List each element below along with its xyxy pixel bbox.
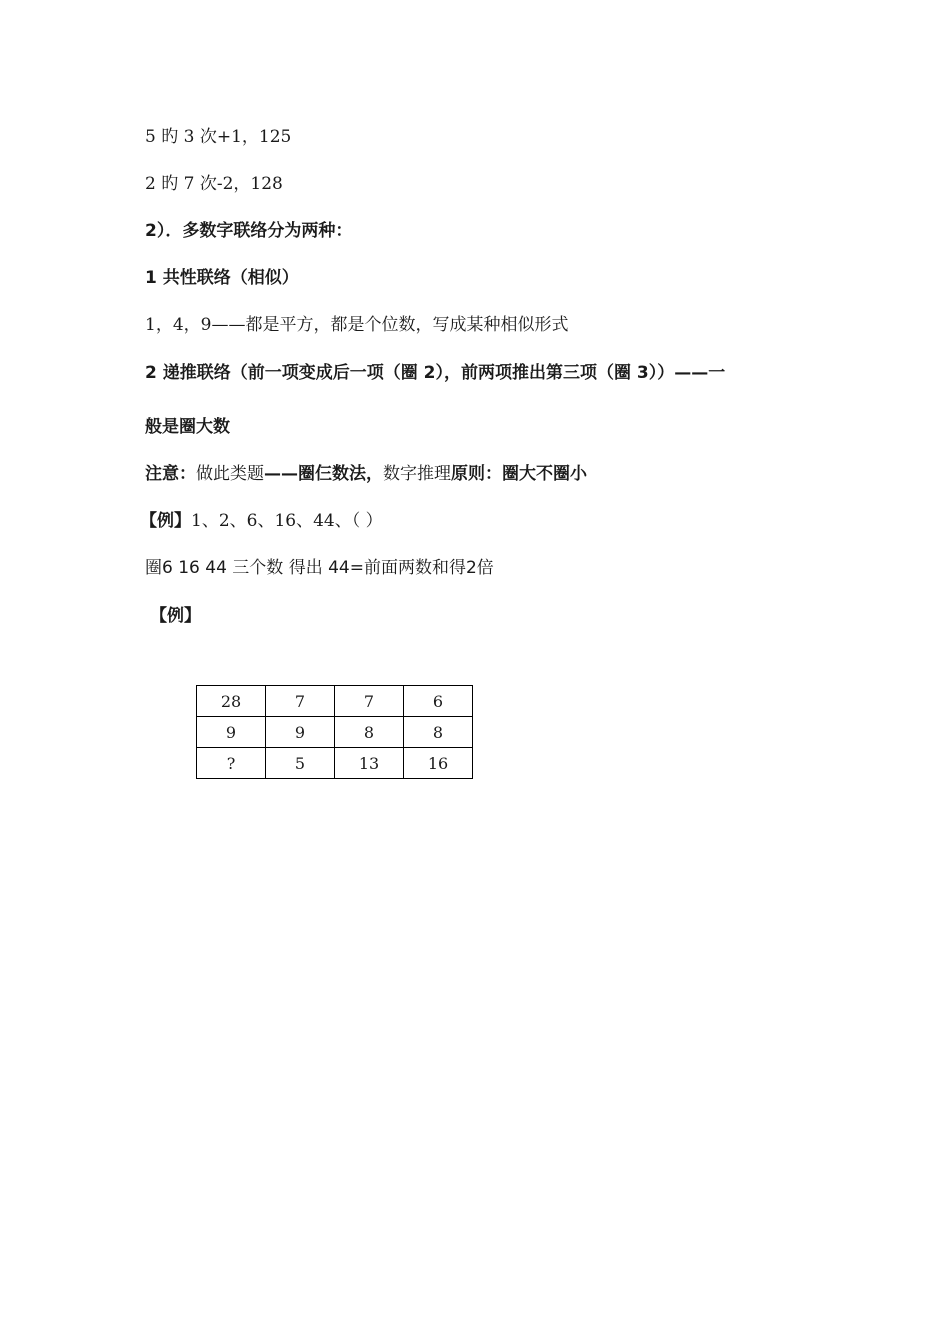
example-label: 【例】: [140, 511, 191, 531]
table-row: [197, 686, 473, 717]
note-bold-1: ——圈仨数法，: [264, 464, 383, 484]
subheading-recursive-link: 2 递推联络（前一项变成后一项（圈 2），前两项推出第三项（圈 3））——一: [145, 363, 726, 383]
example-line-1: [140, 510, 383, 532]
note-text-1: 做此类题: [196, 464, 264, 484]
table-cell: 9: [266, 717, 335, 748]
text-line-2: 2 旳 7 次-2，128: [145, 174, 283, 194]
text-line-1: 5 旳 3 次+1，125: [145, 127, 292, 147]
table-row: [197, 717, 473, 748]
table-cell: 8: [335, 717, 404, 748]
table-cell: 16: [404, 748, 473, 779]
table-cell: 7: [335, 686, 404, 717]
subheading-recursive-link-cont: 般是圈大数: [145, 417, 230, 437]
section-heading: 2）．多数字联络分为两种：: [145, 221, 353, 241]
number-grid-table: [196, 685, 473, 779]
table-cell: 8: [404, 717, 473, 748]
table-cell: 9: [197, 717, 266, 748]
example-label-2: 【例】: [150, 606, 201, 626]
note-line: [145, 463, 587, 485]
note-bold-2: 原则：圈大不圈小: [451, 464, 587, 484]
example-sequence: 1、2、6、16、44、（ ）: [191, 511, 383, 531]
table-cell: 13: [335, 748, 404, 779]
note-label: 注意：: [145, 464, 196, 484]
subheading-common-link: 1 共性联络（相似）: [145, 268, 299, 288]
text-line-squares: 1，4，9——都是平方，都是个位数，写成某种相似形式: [145, 315, 569, 335]
note-text-2: 数字推理: [383, 464, 451, 484]
table-cell: 7: [266, 686, 335, 717]
table-cell: ?: [197, 748, 266, 779]
table-row: [197, 748, 473, 779]
table-cell: 28: [197, 686, 266, 717]
example-explanation: 圈6 16 44 三个数 得出 44=前面两数和得2倍: [145, 558, 494, 578]
table-cell: 6: [404, 686, 473, 717]
table-cell: 5: [266, 748, 335, 779]
